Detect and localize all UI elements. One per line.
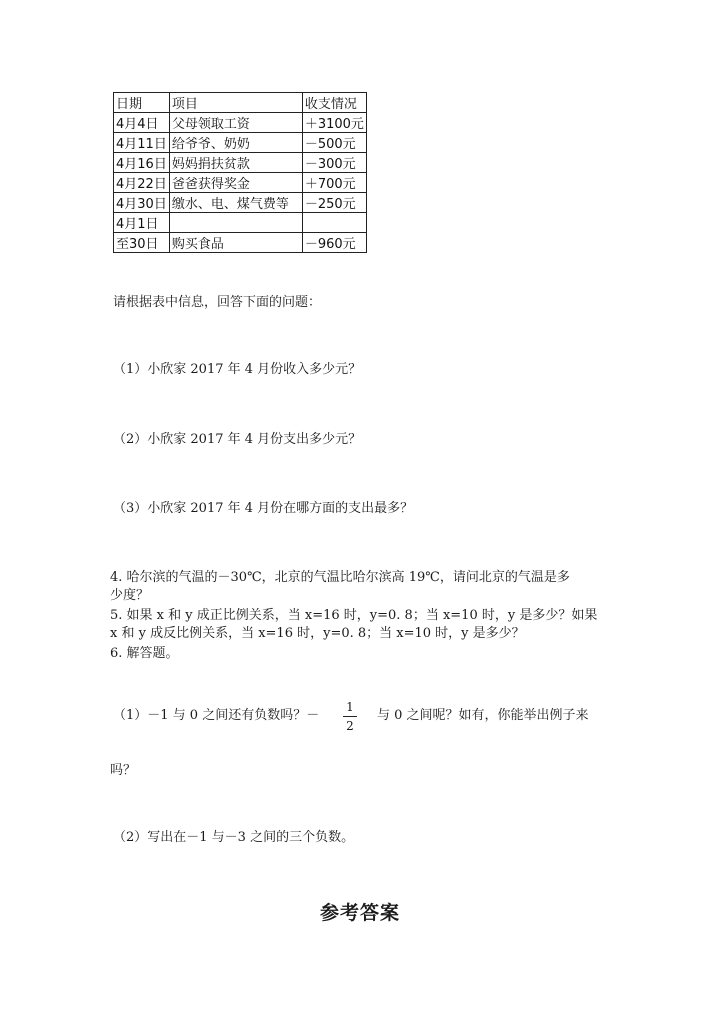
table-cell: 父母领取工资 bbox=[169, 113, 302, 133]
table-cell: 购买食品 bbox=[169, 233, 302, 253]
table-cell: －250元 bbox=[302, 193, 366, 213]
table-cell: 缴水、电、煤气费等 bbox=[169, 193, 302, 213]
problem-4-line-1: 4. 哈尔滨的气温的－30℃，北京的气温比哈尔滨高 19℃，请问北京的气温是多 bbox=[110, 570, 570, 585]
table-cell bbox=[302, 213, 366, 233]
table-row bbox=[114, 213, 367, 233]
fraction-bar bbox=[343, 716, 357, 717]
problem-6-heading: 6. 解答题。 bbox=[110, 646, 179, 661]
subquestion-1-part-1: （1）－1 与 0 之间还有负数吗？－ bbox=[113, 708, 320, 723]
table-cell: 4月30日 bbox=[114, 193, 170, 213]
table-row bbox=[114, 113, 367, 133]
fraction-one-half bbox=[343, 700, 357, 733]
problem-5-line-2: x 和 y 成反比例关系，当 x=16 时，y=0. 8；当 x=10 时，y 是多少？ bbox=[110, 626, 525, 641]
table-cell bbox=[169, 213, 302, 233]
table-cell: 4月11日 bbox=[114, 133, 170, 153]
table-cell: 4月1日 bbox=[114, 213, 170, 233]
table-row bbox=[114, 193, 367, 213]
income-expense-table bbox=[113, 92, 367, 253]
question-2: （2）小欣家 2017 年 4 月份支出多少元？ bbox=[113, 432, 362, 447]
table-cell: －960元 bbox=[302, 233, 366, 253]
table-cell: 爸爸获得奖金 bbox=[169, 173, 302, 193]
answer-key-title: 参考答案 bbox=[319, 902, 400, 924]
problem-5-line-1: 5. 如果 x 和 y 成正比例关系，当 x=16 时，y=0. 8；当 x=10 时，y 是多少？如果 bbox=[110, 608, 598, 623]
table-row bbox=[114, 153, 367, 173]
table-cell: 4月4日 bbox=[114, 113, 170, 133]
table-row bbox=[114, 233, 367, 253]
subquestion-2: （2）写出在－1 与－3 之间的三个负数。 bbox=[113, 830, 355, 845]
table-cell: －500元 bbox=[302, 133, 366, 153]
fraction-numerator: 1 bbox=[346, 700, 354, 714]
table-cell: ＋3100元 bbox=[302, 113, 366, 133]
table-cell: 至30日 bbox=[114, 233, 170, 253]
table-cell: 妈妈捐扶贫款 bbox=[169, 153, 302, 173]
subquestion-1-line-2: 吗？ bbox=[110, 763, 137, 778]
question-3: （3）小欣家 2017 年 4 月份在哪方面的支出最多？ bbox=[113, 501, 414, 516]
table-cell: ＋700元 bbox=[302, 173, 366, 193]
table-cell: 收支情况 bbox=[302, 93, 366, 113]
fraction-denominator: 2 bbox=[346, 719, 354, 733]
table-cell: 项目 bbox=[169, 93, 302, 113]
table-cell: －300元 bbox=[302, 153, 366, 173]
table-header-row bbox=[114, 93, 367, 113]
table-cell: 4月16日 bbox=[114, 153, 170, 173]
table-cell: 给爷爷、奶奶 bbox=[169, 133, 302, 153]
subquestion-1-part-2: 与 0 之间呢？如有，你能举出例子来 bbox=[377, 708, 589, 723]
table-cell: 4月22日 bbox=[114, 173, 170, 193]
question-1: （1）小欣家 2017 年 4 月份收入多少元？ bbox=[113, 362, 362, 377]
table-row bbox=[114, 133, 367, 153]
intro-text: 请根据表中信息，回答下面的问题： bbox=[113, 295, 322, 310]
problem-4-line-2: 少度？ bbox=[110, 588, 150, 603]
table-row bbox=[114, 173, 367, 193]
table-cell: 日期 bbox=[114, 93, 170, 113]
